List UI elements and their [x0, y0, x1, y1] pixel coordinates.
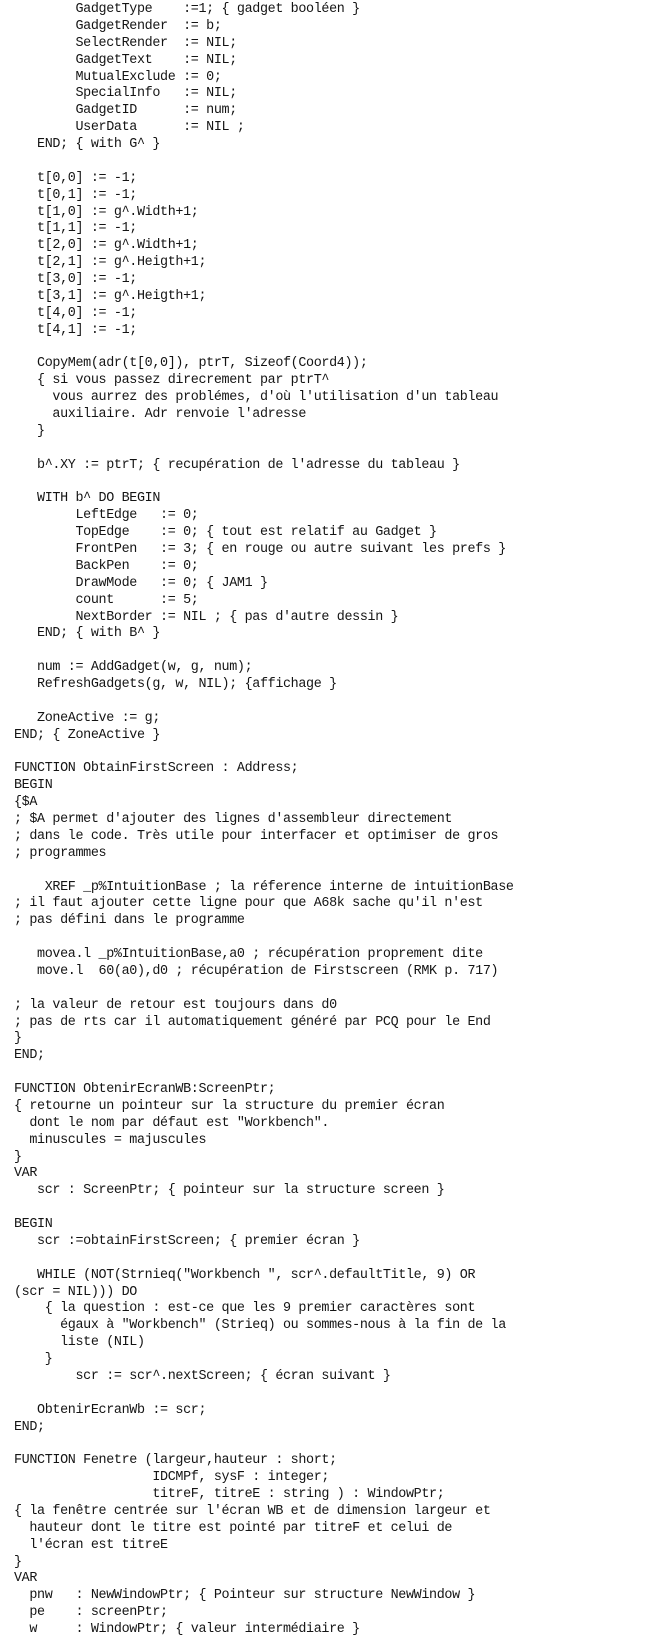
code-line: t[3,0] := -1;: [14, 272, 137, 287]
code-line: WITH b^ DO BEGIN: [14, 491, 161, 507]
code-line: auxiliaire. Adr renvoie l'adresse: [14, 407, 307, 422]
code-line: {$A: [14, 795, 38, 811]
code-line: IDCMPf, sysF : integer;: [14, 1470, 330, 1486]
code-line: ObtenirEcranWb := scr;: [14, 1402, 207, 1418]
code-line: }: [14, 1554, 22, 1570]
code-line: [14, 981, 654, 998]
code-line: t[3,1] := g^.Heigth+1;: [14, 288, 207, 304]
code-line: SelectRender := NIL;: [14, 35, 237, 51]
code-line: }: [14, 1031, 22, 1047]
code-line: pnw : NewWindowPtr; { Pointeur sur structure NewWindow }: [14, 1588, 476, 1604]
code-line: GadgetText := NIL;: [14, 52, 237, 68]
code-line: minuscules = majuscules: [14, 1132, 207, 1148]
code-line: [14, 1386, 654, 1403]
code-line: END; { ZoneActive }: [14, 727, 161, 743]
code-line: { si vous passez direcrement par ptrT^: [14, 373, 330, 389]
code-line: w : WindowPtr; { valeur intermédiaire }: [14, 1622, 360, 1637]
code-line: t[2,1] := g^.Heigth+1;: [14, 255, 207, 271]
code-line: hauteur dont le titre est pointé par titreF et celui de: [14, 1520, 453, 1536]
code-line: liste (NIL): [14, 1335, 145, 1351]
code-line: END; { with B^ }: [14, 626, 161, 642]
code-line: FUNCTION ObtainFirstScreen : Address;: [14, 761, 299, 777]
code-line: count := 5;: [14, 592, 199, 608]
code-line: DrawMode := 0; { JAM1 }: [14, 575, 268, 591]
code-line: scr := scr^.nextScreen; { écran suivant }: [14, 1368, 391, 1384]
code-line: l'écran est titreE: [14, 1537, 168, 1553]
code-line: LeftEdge := 0;: [14, 508, 199, 524]
code-line: [14, 745, 654, 762]
code-line: GadgetID := num;: [14, 103, 237, 119]
code-line: GadgetType :=1; { gadget booléen }: [14, 2, 360, 17]
code-line: vous aurrez des problémes, d'où l'utilisation d'un tableau: [14, 390, 499, 406]
pascal-source-listing: [14, 2, 654, 1639]
code-line: GadgetRender := b;: [14, 18, 222, 34]
code-line: ; $A permet d'ajouter des lignes d'assembleur directement: [14, 812, 453, 827]
code-line: t[1,1] := -1;: [14, 221, 137, 237]
code-line: SpecialInfo := NIL;: [14, 86, 237, 102]
code-line: BEGIN: [14, 778, 53, 794]
code-line: TopEdge := 0; { tout est relatif au Gadget }: [14, 525, 437, 541]
code-line: NextBorder := NIL ; { pas d'autre dessin }: [14, 609, 399, 625]
code-line: END;: [14, 1048, 45, 1064]
code-line: BEGIN: [14, 1217, 53, 1232]
code-line: MutualExclude := 0;: [14, 69, 222, 85]
code-line: scr :=obtainFirstScreen; { premier écran }: [14, 1233, 360, 1249]
code-line: ; programmes: [14, 845, 107, 861]
code-line: ; la valeur de retour est toujours dans d0: [14, 997, 337, 1013]
code-line: WHILE (NOT(Strnieq("Workbench ", scr^.defaultTitle, 9) OR: [14, 1267, 476, 1283]
code-line: CopyMem(adr(t[0,0]), ptrT, Sizeof(Coord4));: [14, 356, 368, 372]
code-line: [14, 863, 654, 880]
code-line: b^.XY := ptrT; { recupération de l'adresse du tableau }: [14, 457, 460, 473]
code-line: VAR: [14, 1166, 38, 1182]
code-line: t[0,1] := -1;: [14, 187, 137, 203]
code-line: [14, 475, 654, 492]
code-line: t[2,0] := g^.Width+1;: [14, 238, 199, 254]
code-line: [14, 1065, 654, 1082]
code-line: XREF _p%IntuitionBase ; la réference interne de intuitionBase: [14, 879, 514, 895]
code-line: pe : screenPtr;: [14, 1605, 168, 1621]
code-line: { la question : est-ce que les 9 premier caractères sont: [14, 1301, 476, 1317]
code-line: scr : ScreenPtr; { pointeur sur la structure screen }: [14, 1183, 445, 1199]
code-line: [14, 340, 654, 357]
code-line: [14, 1436, 654, 1453]
code-line: ; pas défini dans le programme: [14, 913, 245, 929]
code-line: (scr = NIL))) DO: [14, 1284, 137, 1300]
code-line: UserData := NIL ;: [14, 120, 245, 136]
code-line: { la fenêtre centrée sur l'écran WB et de dimension largeur et: [14, 1503, 491, 1519]
code-line: END; { with G^ }: [14, 137, 161, 152]
code-line: [14, 930, 654, 947]
code-line: move.l 60(a0),d0 ; récupération de Firstscreen (RMK p. 717): [14, 963, 499, 979]
code-line: RefreshGadgets(g, w, NIL); {affichage }: [14, 677, 337, 692]
code-line: [14, 1200, 654, 1217]
code-line: }: [14, 423, 45, 439]
code-line: ZoneActive := g;: [14, 710, 161, 726]
code-line: VAR: [14, 1571, 38, 1587]
code-line: movea.l _p%IntuitionBase,a0 ; récupération proprement dite: [14, 947, 483, 962]
code-line: titreF, titreE : string ) : WindowPtr;: [14, 1487, 445, 1502]
code-line: [14, 694, 654, 711]
code-line: FrontPen := 3; { en rouge ou autre suivant les prefs }: [14, 542, 506, 557]
code-line: t[4,0] := -1;: [14, 305, 137, 321]
code-line: [14, 154, 654, 171]
code-line: t[0,0] := -1;: [14, 170, 137, 186]
code-line: ; il faut ajouter cette ligne pour que A68k sache qu'il n'est: [14, 896, 483, 912]
code-line: égaux à "Workbench" (Strieq) ou sommes-nous à la fin de la: [14, 1318, 506, 1334]
code-line: ; dans le code. Très utile pour interfacer et optimiser de gros: [14, 828, 499, 844]
code-line: [14, 441, 654, 458]
code-line: }: [14, 1149, 22, 1165]
code-line: [14, 643, 654, 660]
code-line: t[4,1] := -1;: [14, 322, 137, 338]
code-line: num := AddGadget(w, g, num);: [14, 660, 253, 676]
code-line: BackPen := 0;: [14, 558, 199, 574]
code-line: [14, 1251, 654, 1268]
code-line: FUNCTION Fenetre (largeur,hauteur : short;: [14, 1453, 337, 1469]
code-line: t[1,0] := g^.Width+1;: [14, 204, 199, 220]
code-line: { retourne un pointeur sur la structure du premier écran: [14, 1098, 445, 1114]
code-line: END;: [14, 1419, 45, 1435]
code-line: ; pas de rts car il automatiquement généré par PCQ pour le End: [14, 1014, 491, 1030]
code-line: dont le nom par défaut est "Workbench".: [14, 1115, 330, 1131]
code-line: FUNCTION ObtenirEcranWB:ScreenPtr;: [14, 1082, 276, 1097]
code-line: }: [14, 1352, 53, 1367]
